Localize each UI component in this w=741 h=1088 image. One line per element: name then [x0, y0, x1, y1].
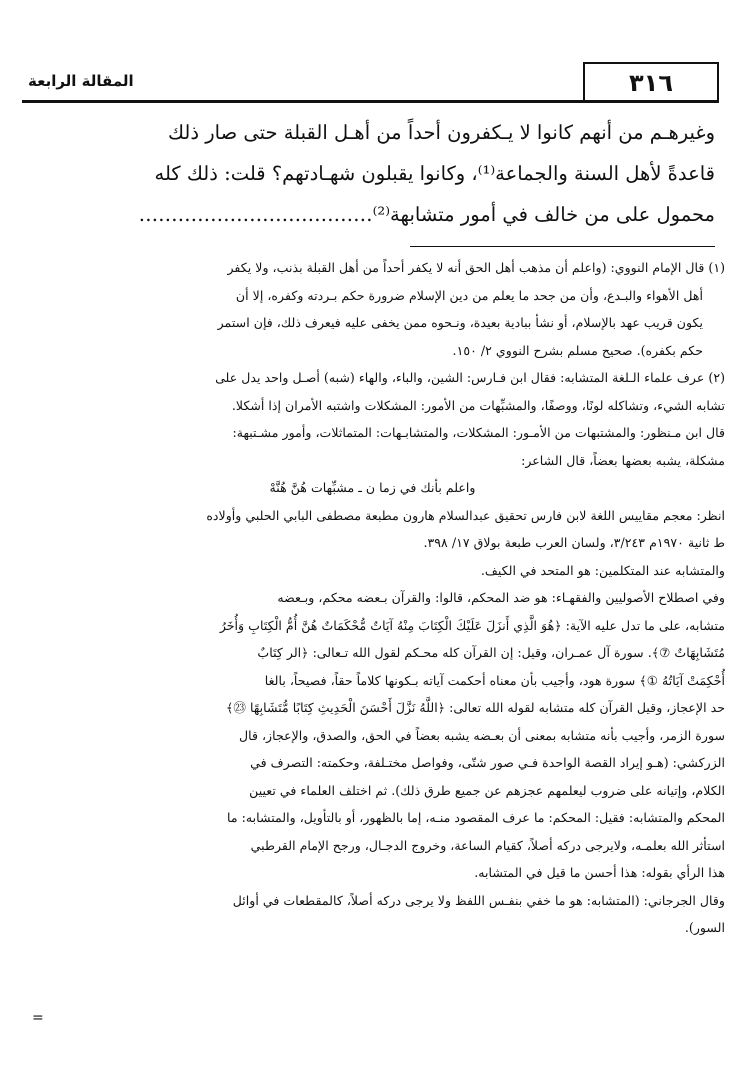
main-text-span: محمول على من خالف في أمور متشابهة⁽²⁾	[372, 203, 715, 226]
footnote-line: (٢) عرف علماء الـلغة المتشابه: فقال ابن فـارس: الشين، والباء، والهاء (شبه) أصـل واحد يدل على	[215, 370, 725, 385]
footnote-line: أُحْكِمَتْ آيَاتُهُ ①﴾ سورة هود، وأجيب بأن معناه أحكمت آياته بـكونها كلاماً حقاً، فصيحاً، بالغا	[264, 672, 725, 688]
main-text-line	[30, 194, 715, 235]
footnote-separator	[410, 246, 715, 247]
footnotes	[20, 254, 725, 942]
footnote-line: (١) قال الإمام النووي: (واعلم أن مذهب أهل الحق أنه لا يكفر أحداً من أهل القبلة بذنب، ولا يكفر	[227, 260, 725, 275]
leader-dots: ………………………………	[138, 203, 373, 226]
footnote-line: قال ابن مـنظور: والمشتبهات من الأمـور: المشكلات، والمتشابـهات: المتماثلات، وأمور مشـتبهة:	[232, 425, 725, 440]
footnote-line: هذا الرأي بقوله: هذا أحسن ما قيل في المتشابه.	[474, 865, 725, 880]
footnote-line: ط ثانية ١٩٧٠م ٣/٢٤٣، ولسان العرب طبعة بولاق ١٧/ ٣٩٨.	[423, 535, 725, 550]
footnote-line: أهل الأهواء والبـدع، وأن من جحد ما يعلم من دين الإسلام ضرورة حكم بـردته وكفره، إلا أن	[235, 287, 703, 303]
footnote-line: حد الإعجاز، وقيل القرآن كله متشابه لقوله الله تعالى: ﴿اللَّهُ نَزَّلَ أَحْسَنَ الْحَدِيثِ كِتَابًا مُّتَشَابِهًا ㉓﴾	[226, 700, 725, 715]
footnote-line: المحكم والمتشابه: فقيل: المحكم: ما عرف المقصود منـه، إما بالظهور، أو بالتأويل، والمتشابه: ما	[227, 810, 725, 825]
footnote-line: وقال الجرجاني: (المتشابه: هو ما خفي بنفـس اللفظ ولا يرجى دركه أصلاً، كالمقطعات في أوائل	[232, 892, 725, 908]
footnote-line: تشابه الشيء، وتشاكله لونًا، ووصفًا، والمشبِّهات من الأمور: المشكلات واشتبه الأمران إذا أشكلا.	[231, 397, 725, 413]
footnote-line: متشابه، على ما تدل عليه الآية: ﴿هُوَ الَّذِي أَنزَلَ عَلَيْكَ الْكِتَابَ مِنْهُ آيَاتٌ مُّحْكَمَاتٌ هُنَّ أُمُّ الْكِتَابِ وَأُخَرُ	[219, 617, 725, 633]
running-title: المقالة الرابعة	[28, 72, 134, 90]
footnote-line: سورة الزمر، وأجيب بأنه متشابه بمعنى أن بعـضه يشبه بعضاً في الحق، والصدق، والإعجاز، قال	[238, 727, 725, 743]
footnote-line: وفي اصطلاح الأصوليين والفقهـاء: هو ضد المحكم، قالوا: والقرآن بـعضه محكم، وبـعضه	[277, 590, 725, 605]
main-text-line: قاعدةً لأهل السنة والجماعة⁽¹⁾، وكانوا يقبلون شهـادتهم؟ قلت: ذلك كله	[154, 162, 715, 185]
page-number: ٣١٦	[583, 62, 719, 102]
page-header	[22, 60, 719, 106]
footnote-line: والمتشابه عند المتكلمين: هو المتحد في الكيف.	[480, 562, 725, 578]
footnote-line: السور).	[684, 920, 725, 935]
margin-mark: =	[32, 1010, 44, 1026]
footnote-line: الزركشي: (هـو إيراد القصة الواحدة فـي صور شتّى، وفواصل مختـلفة، وحكمته: التصرف في	[250, 755, 725, 770]
footnote-line: يكون قريب عهد بالإسلام، أو نشأ ببادية بعيدة، ونـحوه ممن يخفى عليه فيعرف ذلك، فإن استمر	[217, 315, 703, 330]
footnote-line: حكم بكفره). صحيح مسلم بشرح النووي ٢/ ١٥٠.	[452, 342, 703, 358]
footnote-line: استأثر الله بعلمـه، ولايرجى دركه أصلاً، كقيام الساعة، وخروج الدجـال، ورجح الإمام القرطبي	[250, 837, 725, 853]
poetry-verse: واعلم بأنك في زما ن ـ مشبِّهات هُنَّ هُنَّهْ	[269, 480, 476, 495]
footnote-line: مُتَشَابِهَاتٌ ⑦﴾. سورة آل عمـران، وقيل: إن القرآن كله محـكم لقول الله تـعالى: ﴿الر كِتَابٌ	[257, 645, 725, 660]
main-text-line: وغيرهـم من أنهم كانوا لا يـكفرون أحداً من أهـل القبلة حتى صار ذلك	[167, 121, 715, 144]
footnote-line: الكلام، وإتيانه على ضروب ليعلمهم عجزهم عن جميع طرق ذلك). ثم اختلف العلماء في تعيين	[249, 782, 725, 798]
header-rule	[22, 100, 719, 103]
main-text	[30, 112, 715, 235]
footnote-line: انظر: معجم مقاييس اللغة لابن فارس تحقيق عبدالسلام هارون مطبعة مصطفى البابي الحلبي وأولاده	[206, 507, 725, 523]
footnote-line: مشكلة، يشبه بعضها بعضاً، قال الشاعر:	[521, 452, 725, 468]
